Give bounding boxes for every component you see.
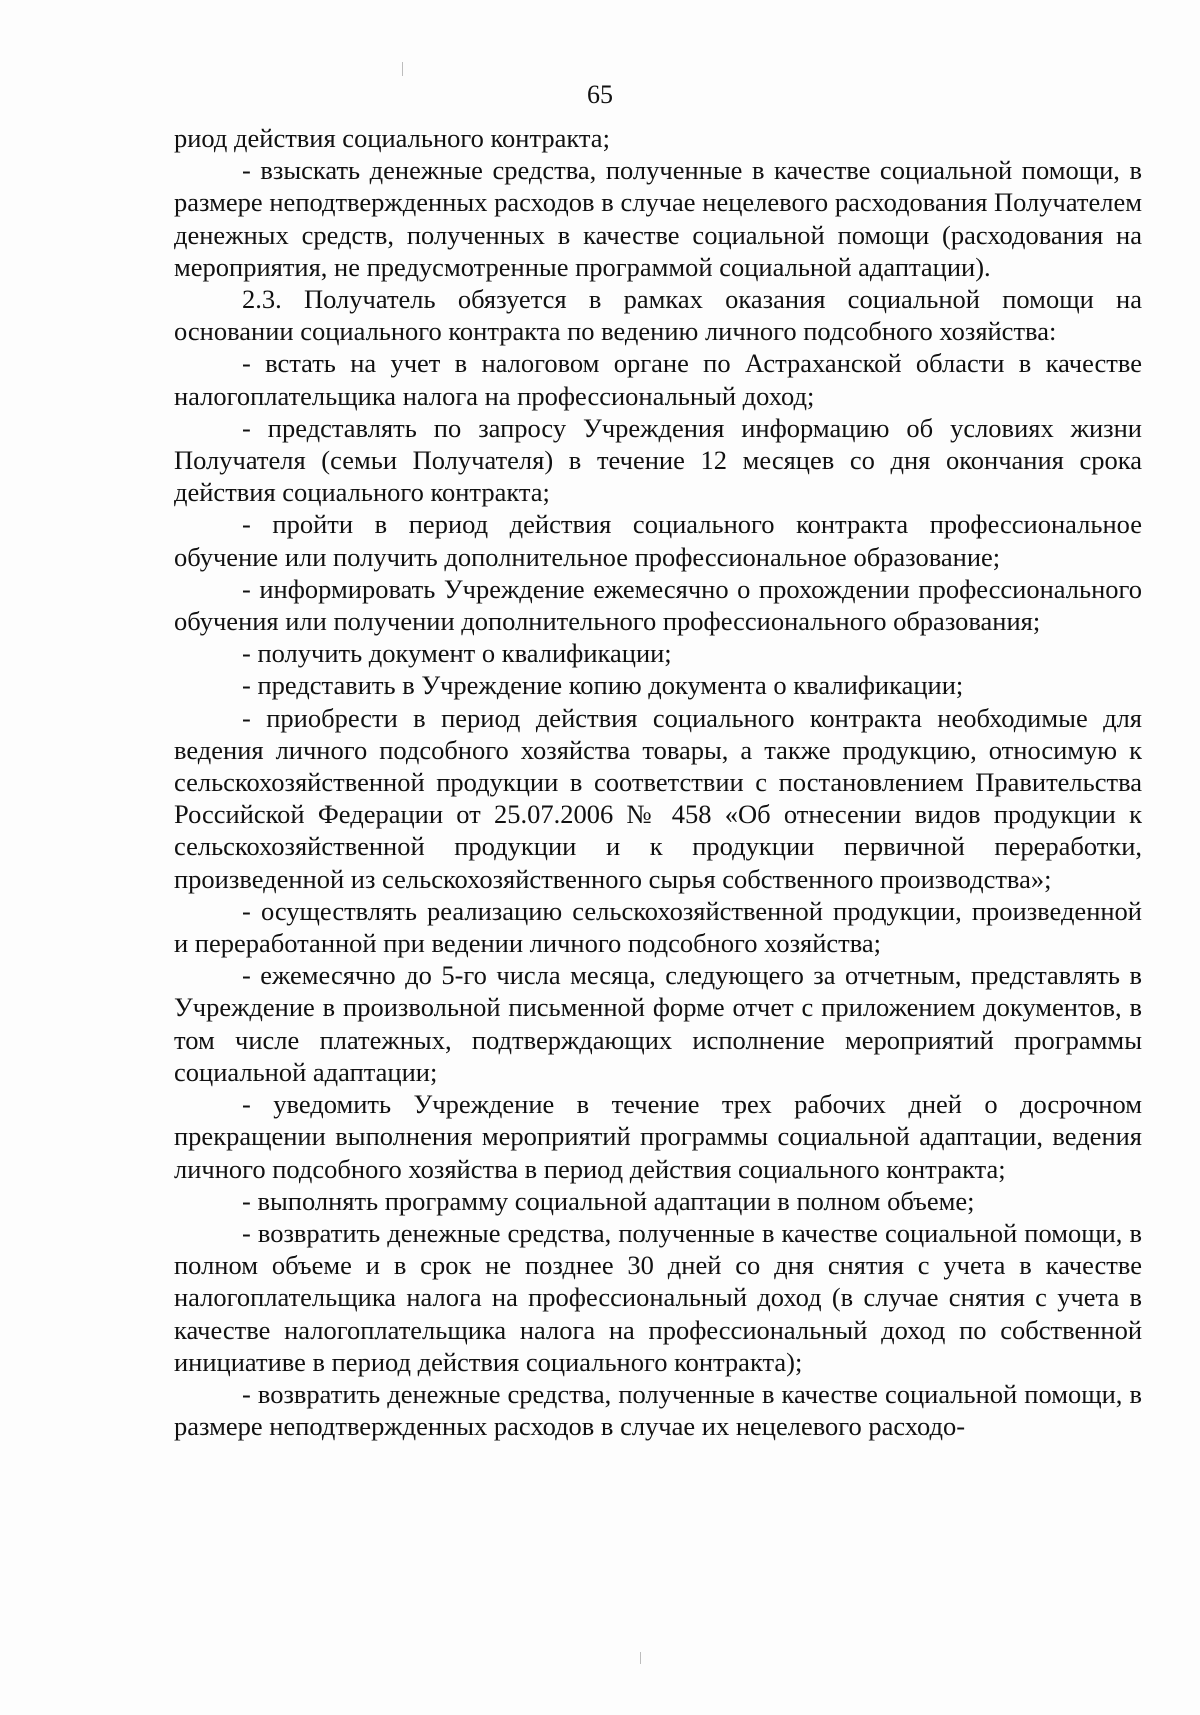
document-body (174, 122, 1142, 1442)
paragraph-continuation: риод действия социального контракта; (174, 123, 610, 153)
paragraph-get-qualification: - получить документ о квалификации; (242, 638, 672, 669)
paragraph-fulfill-program: - выполнять программу социальной адаптации в полном объеме; (242, 1185, 975, 1216)
paragraph-submit-copy: - представить в Учреждение копию документа о квалификации; (242, 670, 964, 701)
paragraph-training: - пройти в период действия социального контракта профессиональное обучение или получить дополнительное профессиональное образование; (174, 509, 1142, 572)
paragraph-provide-info: - представлять по запросу Учреждения информацию об условиях жизни Получателя (семьи Получателя) в течение 12 месяцев со дня окончания срока действия социального контракта; (174, 412, 1142, 508)
paragraph-return-funds-misuse: - возвратить денежные средства, полученные в качестве социальной помощи, в размере неподтвержденных расходов в случае их нецелевого расходо- (174, 1378, 1142, 1442)
scan-artifact-top (402, 62, 403, 76)
paragraph-recover-funds: - взыскать денежные средства, полученные в качестве социальной помощи, в размере неподтвержденных расходов в случае нецелевого расходования Получателем денежных средств, полученных в качестве социальной помощи (расходования на мероприятия, не предусмотренные программой социальной адаптации). (174, 155, 1142, 282)
paragraph-2-3-obligations: 2.3. Получатель обязуется в рамках оказания социальной помощи на основании социального контракта по ведению личного подсобного хозяйства: (174, 284, 1142, 347)
paragraph-monthly-report: - ежемесячно до 5-го числа месяца, следующего за отчетным, представлять в Учреждение в произвольной письменной форме отчет с приложением документов, в том числе платежных, подтверждающих исполнение мероприятий программы социальной адаптации; (174, 960, 1142, 1087)
page-number: 65 (587, 80, 613, 109)
paragraph-return-funds-deregistration: - возвратить денежные средства, полученные в качестве социальной помощи, в полном объеме и в срок не позднее 30 дней со дня снятия с учета в качестве налогоплательщика налога на профессиональный доход (в случае снятия с учета в качестве налогоплательщика налога на профессиональный доход по собственной инициативе в период действия социального контракта); (174, 1217, 1142, 1377)
paragraph-tax-registration: - встать на учет в налоговом органе по Астраханской области в качестве налогоплательщика налога на профессиональный доход; (174, 348, 1142, 411)
paragraph-sell-produce: - осуществлять реализацию сельскохозяйственной продукции, произведенной и переработанной при ведении личного подсобного хозяйства; (174, 895, 1142, 959)
paragraph-notify-termination: - уведомить Учреждение в течение трех рабочих дней о досрочном прекращении выполнения мероприятий программы социальной адаптации, ведения личного подсобного хозяйства в период действия социального контракта; (174, 1089, 1142, 1184)
scan-artifact-bottom (640, 1652, 641, 1664)
paragraph-acquire-goods: - приобрести в период действия социального контракта необходимые для ведения личного подсобного хозяйства товары, а также продукцию, относимую к сельскохозяйственной продукции в соответствии с постановлением Правительства Российской Федерации от 25.07.2006 № 458 «Об отнесении видов продукции к сельскохозяйственной продукции и к продукции первичной переработки, произведенной из сельскохозяйственного сырья собственного производства»; (174, 702, 1142, 894)
paragraph-inform-monthly: - информировать Учреждение ежемесячно о прохождении профессионального обучения или получении дополнительного профессионального образования; (174, 573, 1142, 637)
